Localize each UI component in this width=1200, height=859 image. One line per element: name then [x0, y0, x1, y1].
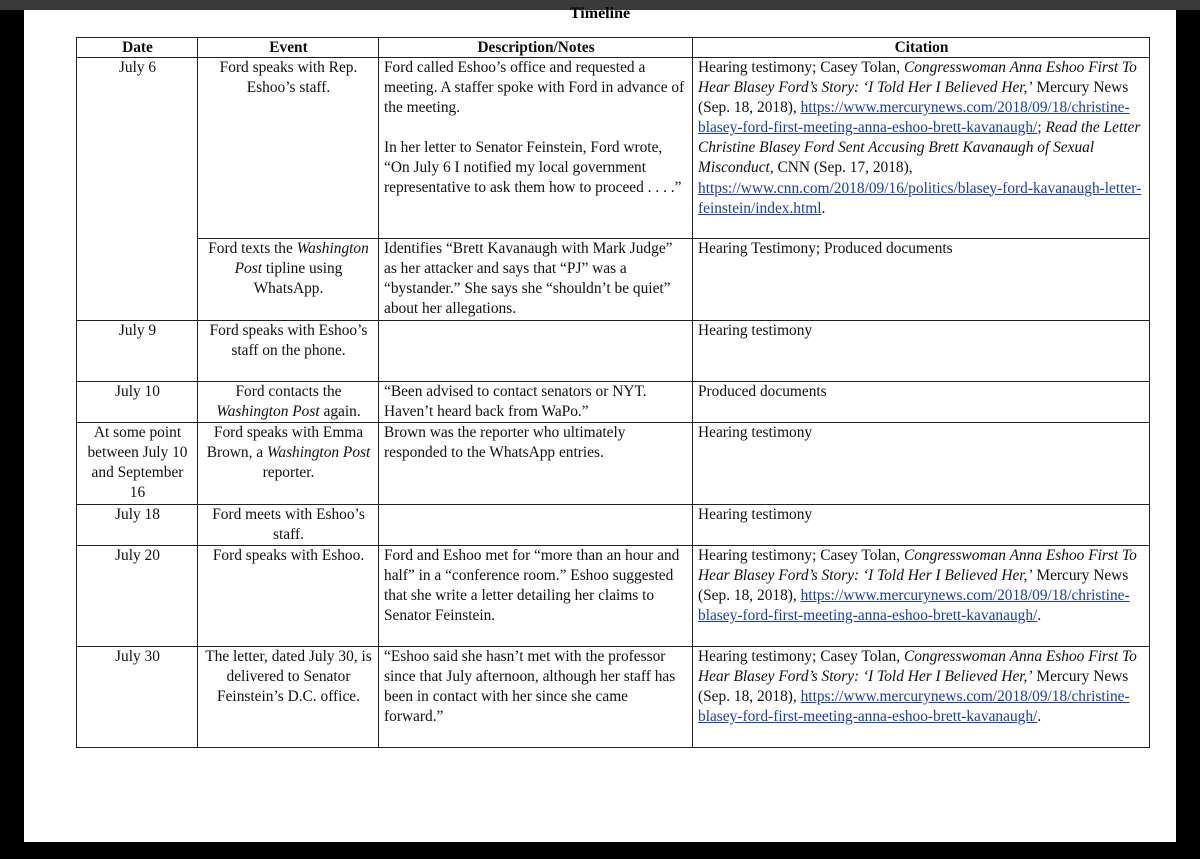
- citation-text: Hearing testimony; Casey Tolan,: [698, 546, 904, 564]
- event-cell: [198, 382, 379, 423]
- date-cell: July 30: [77, 646, 198, 747]
- date-cell: At some point between July 10 and September 16: [77, 423, 198, 504]
- citation-text: ;: [1037, 119, 1046, 137]
- citation-title: Congresswoman Anna Eshoo First To Hear Blasey Ford’s Story: ‘I Told Her I Believed Her,’: [698, 647, 1137, 685]
- citation-text: Hearing testimony; Casey Tolan,: [698, 647, 904, 665]
- citation-cell: Hearing testimony: [693, 321, 1150, 382]
- citation-cell: Produced documents: [693, 382, 1150, 423]
- citation-text: Mercury News (Sep. 18, 2018),: [698, 667, 1129, 705]
- table-row: [77, 239, 1150, 321]
- date-cell: July 20: [77, 545, 198, 646]
- event-cell: Ford speaks with Eshoo’s staff on the phone.: [198, 321, 379, 382]
- citation-cell: Hearing Testimony; Produced documents: [693, 239, 1150, 321]
- citation-text: Mercury News (Sep. 18, 2018),: [698, 566, 1129, 604]
- citation-cell: [693, 545, 1150, 646]
- citation-text: .: [1037, 607, 1042, 625]
- description-cell: “Been advised to contact senators or NYT. Haven’t heard back from WaPo.”: [379, 382, 693, 423]
- citation-text: Hearing testimony; Casey Tolan,: [698, 59, 904, 76]
- citation-text: .: [821, 199, 826, 217]
- description-cell: “Eshoo said she hasn’t met with the professor since that July afternoon, although her staff has been in contact with her since she came forward.”: [379, 646, 693, 747]
- event-cell: Ford speaks with Rep. Eshoo’s staff.: [198, 58, 379, 239]
- description-cell: [379, 321, 693, 382]
- column-header-event: Event: [198, 38, 379, 58]
- event-text: again.: [319, 403, 361, 421]
- page-title: Timeline: [569, 5, 631, 22]
- date-cell: July 10: [77, 382, 198, 423]
- event-text-italic: Washington Post: [234, 240, 369, 278]
- event-cell: The letter, dated July 30, is delivered to Senator Feinstein’s D.C. office.: [198, 646, 379, 747]
- citation-link[interactable]: https://www.mercurynews.com/2018/09/18/christine-blasey-ford-first-meeting-anna-eshoo-brett-kavanaugh/: [698, 586, 1130, 625]
- document-page: [24, 5, 1176, 842]
- citation-cell: [693, 646, 1150, 747]
- table-row: [77, 545, 1150, 646]
- date-cell: July 9: [77, 321, 198, 382]
- event-cell: Ford meets with Eshoo’s staff.: [198, 504, 379, 545]
- description-cell: [379, 58, 693, 239]
- event-text: Ford texts the: [208, 240, 297, 257]
- description-cell: Ford and Eshoo met for “more than an hour and half” in a “conference room.” Eshoo suggested that she write a letter detailing her claims to Senator Feinstein.: [379, 545, 693, 646]
- citation-cell: [693, 58, 1150, 239]
- date-cell: July 18: [77, 504, 198, 545]
- event-cell: [198, 239, 379, 321]
- citation-link[interactable]: https://www.cnn.com/2018/09/16/politics/blasey-ford-kavanaugh-letter-feinstein/index.html: [698, 179, 1142, 217]
- timeline-table: [76, 37, 1150, 748]
- citation-cell: Hearing testimony: [693, 504, 1150, 545]
- description-cell: Brown was the reporter who ultimately responded to the WhatsApp entries.: [379, 423, 693, 504]
- event-text-italic: Washington Post: [266, 444, 371, 462]
- event-text: reporter.: [262, 464, 315, 482]
- date-cell: July 6: [77, 58, 198, 321]
- citation-link[interactable]: https://www.mercurynews.com/2018/09/18/christine-blasey-ford-first-meeting-anna-eshoo-brett-kavanaugh/: [698, 99, 1130, 137]
- event-text: Ford speaks with Emma Brown, a: [206, 424, 364, 462]
- column-header-description: Description/Notes: [379, 38, 693, 58]
- event-cell: Ford speaks with Eshoo.: [198, 545, 379, 646]
- event-cell: [198, 423, 379, 504]
- table-row: [77, 646, 1150, 747]
- citation-title: Read the Letter Christine Blasey Ford Sent Accusing Brett Kavanaugh of Sexual Misconduct: [698, 119, 1141, 177]
- description-paragraph: In her letter to Senator Feinstein, Ford wrote, “On July 6 I notified my local government representative to ask them how to proceed . . . .”: [384, 139, 682, 197]
- event-text: Ford contacts the: [235, 383, 342, 400]
- citation-title: Congresswoman Anna Eshoo First To Hear Blasey Ford’s Story: ‘I Told Her I Believed Her,’: [698, 546, 1137, 584]
- description-cell: Identifies “Brett Kavanaugh with Mark Judge” as her attacker and says that “PJ” was a “bystander.” She says she “shouldn’t be quiet” about her allegations.: [379, 239, 693, 321]
- description-cell: [379, 504, 693, 545]
- citation-link[interactable]: https://www.mercurynews.com/2018/09/18/christine-blasey-ford-first-meeting-anna-eshoo-brett-kavanaugh/: [698, 687, 1130, 726]
- citation-title: Congresswoman Anna Eshoo First To Hear Blasey Ford’s Story: ‘I Told Her I Believed Her,’: [698, 59, 1137, 97]
- table-row: [77, 504, 1150, 545]
- description-paragraph: Ford called Eshoo’s office and requested a meeting. A staffer spoke with Ford in advance of the meeting.: [384, 59, 685, 117]
- citation-text: , CNN (Sep. 17, 2018),: [769, 159, 913, 177]
- table-row: [77, 382, 1150, 423]
- table-header-row: [77, 38, 1150, 58]
- event-text-italic: Washington Post: [216, 403, 320, 421]
- column-header-date: Date: [77, 38, 198, 58]
- citation-cell: Hearing testimony: [693, 423, 1150, 504]
- citation-text: Mercury News (Sep. 18, 2018),: [698, 79, 1129, 117]
- citation-text: .: [1037, 708, 1042, 726]
- table-row: [77, 321, 1150, 382]
- table-row: [77, 423, 1150, 504]
- table-row: [77, 58, 1150, 239]
- column-header-citation: Citation: [693, 38, 1150, 58]
- event-text: tipline using WhatsApp.: [253, 260, 343, 298]
